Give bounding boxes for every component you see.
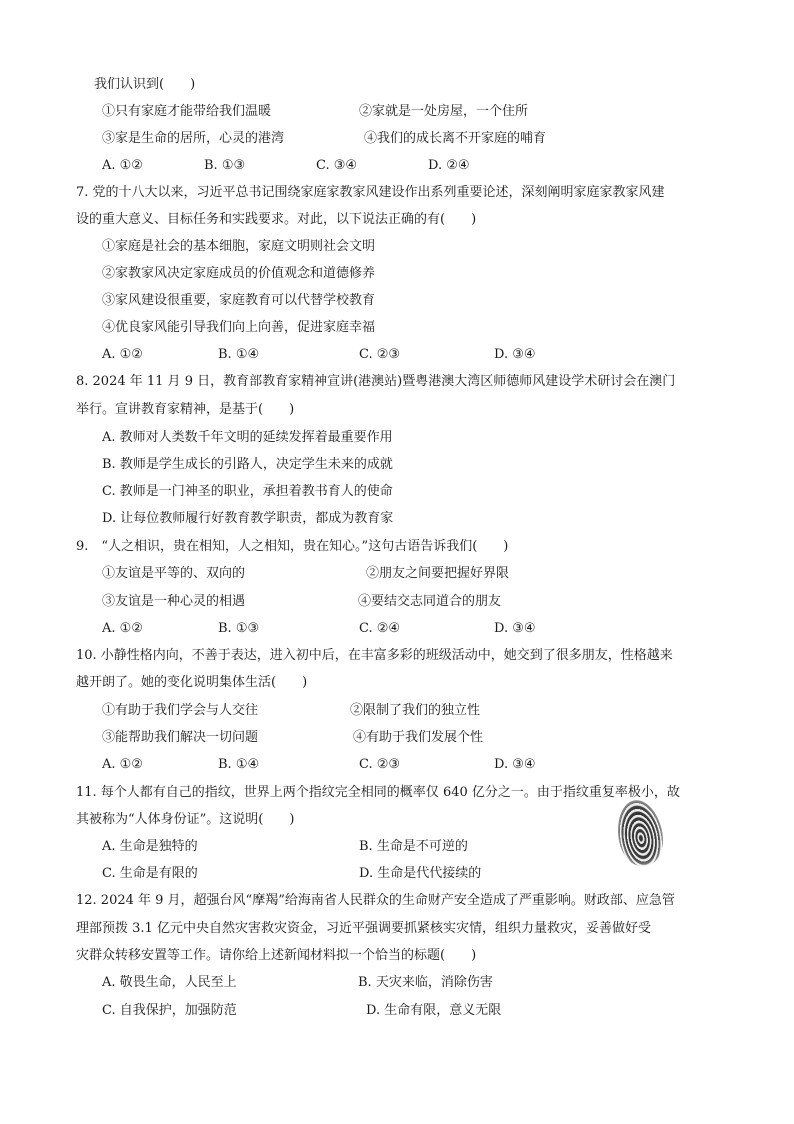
q8-option-d: D. 让每位教师履行好教育教学职责，都成为教育家 [102, 511, 394, 526]
q8-option-c: C. 教师是一门神圣的职业，承担着教书育人的使命 [102, 484, 393, 499]
q7-option-3: ③家风建设很重要，家庭教育可以代替学校教育 [102, 293, 376, 308]
q6-choice-a: A. ①② [102, 158, 143, 173]
q9-stem: 9. “人之相识，贵在相知，人之相知，贵在知心。”这句古语告诉我们( ) [76, 539, 509, 554]
q12-option-a: A. 敬畏生命，人民至上 [102, 975, 237, 990]
q9-option-4: ④要结交志同道合的朋友 [358, 594, 502, 609]
q9-choice-d: D. ③④ [494, 621, 536, 636]
q7-option-1: ①家庭是社会的基本细胞，家庭文明则社会文明 [102, 239, 376, 254]
q6-choice-d: D. ②④ [428, 158, 470, 173]
q11-option-c: C. 生命是有限的 [102, 866, 198, 881]
q12-stem-line3: 灾群众转移安置等工作。请你给上述新闻材料拟一个恰当的标题( ) [76, 948, 477, 963]
q6-choice-c: C. ③④ [316, 158, 358, 173]
q8-option-a: A. 教师对人类数千年文明的延续发挥着最重要作用 [102, 430, 393, 445]
q6-option-1: ①只有家庭才能带给我们温暖 [102, 104, 272, 119]
q10-stem-line2: 越开朗了。她的变化说明集体生活( ) [76, 675, 308, 690]
q6-option-4: ④我们的成长离不开家庭的哺育 [364, 131, 547, 146]
q9-option-1: ①友谊是平等的、双向的 [102, 566, 246, 581]
q10-option-3: ③能帮助我们解决一切问题 [102, 730, 259, 745]
q7-option-2: ②家教家风决定家庭成员的价值观念和道德修养 [102, 266, 376, 281]
q9-choice-c: C. ②④ [359, 621, 401, 636]
q11-stem-line2: 其被称为“人体身份证”。这说明( ) [76, 812, 295, 827]
q10-stem-line1: 10. 小静性格内向，不善于表达，进入初中后，在丰富多彩的班级活动中，她交到了很多朋友，性格越来 [76, 648, 673, 663]
q7-stem-line2: 设的重大意义、目标任务和实践要求。对此，以下说法正确的有( ) [76, 212, 477, 227]
q10-option-4: ④有助于我们发展个性 [353, 730, 484, 745]
q7-choice-c: C. ②③ [359, 347, 401, 362]
q8-stem-line2: 举行。宣讲教育家精神，是基于( ) [76, 402, 295, 417]
q7-choice-a: A. ①② [102, 347, 143, 362]
q9-choice-b: B. ①③ [218, 621, 260, 636]
q10-choice-a: A. ①② [102, 757, 143, 772]
q7-stem-line1: 7. 党的十八大以来，习近平总书记围绕家庭家教家风建设作出系列重要论述，深刻阐明家庭家教家风建 [76, 185, 665, 200]
q8-option-b: B. 教师是学生成长的引路人，决定学生未来的成就 [102, 457, 393, 472]
q12-stem-line1: 12. 2024 年 9 月，超强台风“摩羯”给海南省人民群众的生命财产安全造成了严重影响。财政部、应急管 [76, 893, 675, 908]
q7-choice-d: D. ③④ [494, 347, 536, 362]
q9-option-3: ③友谊是一种心灵的相遇 [102, 594, 246, 609]
q9-option-2: ②朋友之间要把握好界限 [366, 566, 510, 581]
q10-option-1: ①有助于我们学会与人交往 [102, 703, 259, 718]
q10-choice-d: D. ③④ [494, 757, 536, 772]
q7-choice-b: B. ①④ [218, 347, 260, 362]
q11-option-b: B. 生命是不可逆的 [359, 839, 468, 854]
q12-option-d: D. 生命有限，意义无限 [366, 1003, 502, 1018]
q12-option-b: B. 天灾来临，消除伤害 [358, 975, 493, 990]
q12-option-c: C. 自我保护，加强防范 [102, 1003, 237, 1018]
q12-stem-line2: 理部预拨 3.1 亿元中央自然灾害救灾资金，习近平强调要抓紧核实灾情，组织力量救灾，妥善做好受 [76, 921, 651, 936]
q6-option-3: ③家是生命的居所，心灵的港湾 [102, 131, 285, 146]
q11-stem-line1: 11. 每个人都有自己的指纹，世界上两个指纹完全相同的概率仅 640 亿分之一。由于指纹重复率极小，故 [76, 785, 680, 800]
q6-option-2: ②家就是一处房屋，一个住所 [359, 104, 529, 119]
fingerprint-image [613, 797, 668, 870]
q11-option-a: A. 生命是独特的 [102, 839, 198, 854]
q10-choice-b: B. ①④ [218, 757, 260, 772]
q10-option-2: ②限制了我们的独立性 [350, 703, 481, 718]
q7-option-4: ④优良家风能引导我们向上向善，促进家庭幸福 [102, 320, 376, 335]
q11-option-d: D. 生命是代代接续的 [359, 866, 482, 881]
q6-choice-b: B. ①③ [204, 158, 246, 173]
q9-choice-a: A. ①② [102, 621, 143, 636]
q8-stem-line1: 8. 2024 年 11 月 9 日，教育部教育家精神宣讲(港澳站)暨粤港澳大湾区师德师风建设学术研讨会在澳门 [76, 374, 676, 389]
q10-choice-c: C. ②③ [359, 757, 401, 772]
q6-stem: 我们认识到( ) [94, 77, 196, 92]
